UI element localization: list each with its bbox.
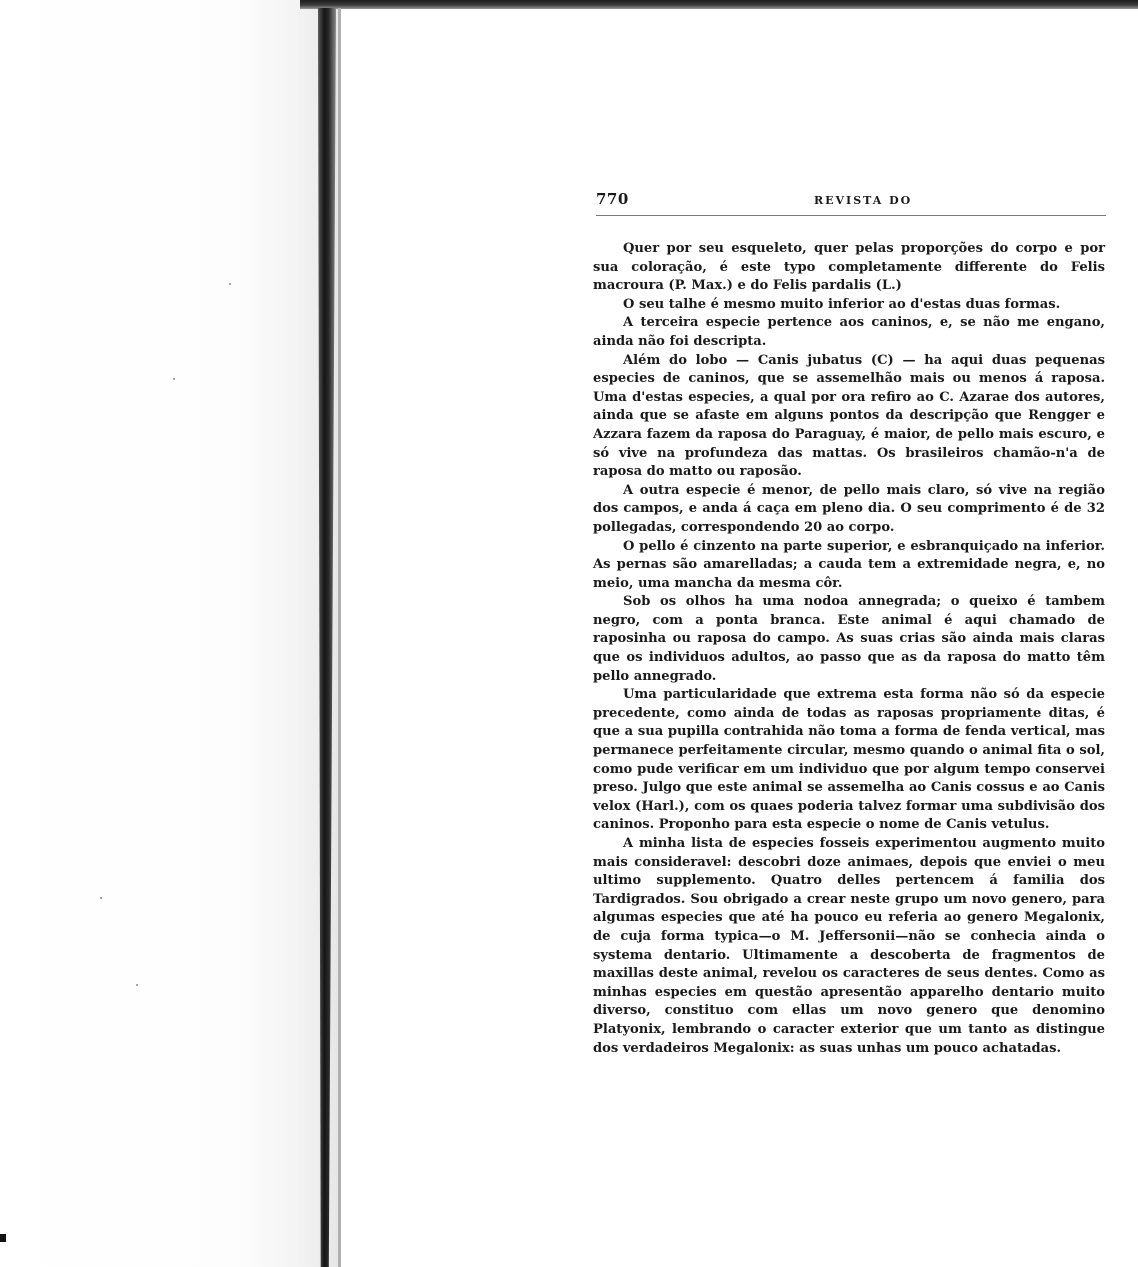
paragraph: Quer por seu esqueleto, quer pelas proporções do corpo e por sua coloração, é este typo completamente differente do Felis macroura (P. Max.) e do Felis pardalis (L.): [593, 241, 1105, 294]
paragraph: A terceira especie pertence aos caninos, e, se não me engano, ainda não foi descripta.: [593, 315, 1105, 349]
paragraph: O pello é cinzento na parte superior, e esbranquiçado na inferior. As pernas são amarelladas; a cauda tem a extremidade negra, e, no meio, uma mancha da mesma côr.: [593, 538, 1105, 591]
page-number: 770: [596, 190, 629, 208]
paragraph: Uma particularidade que extrema esta forma não só da especie precedente, como ainda de todas as raposas propriamente ditas, é que a sua pupilla contrahida não toma a forma de fenda vertical, mas permanece perfeitamente circular, mesmo quando o animal fita o sol, como pude verificar em um individuo que por algum tempo conservei preso. Julgo que este animal se assemelha ao Canis cossus e ao Canis velox (Harl.), com os quaes poderia talvez formar uma subdivisão dos caninos. Proponho para esta especie o nome de Canis vetulus.: [593, 687, 1105, 833]
spine-edge-line: [338, 8, 341, 1267]
paragraph: Além do lobo — Canis jubatus (C) — ha aqui duas pequenas especies de caninos, que se assemelhão mais ou menos á raposa. Uma d'estas especies, a qual por ora refiro ao C. Azarae dos autores, ainda que se afaste em alguns pontos da descripção que Rengger e Azzara fazem da raposa do Paraguay, é maior, de pello mais escuro, e só vive na profundeza das mattas. Os brasileiros chamão-n'a de raposa do matto ou raposão.: [593, 352, 1105, 480]
edge-mark: [0, 1234, 6, 1242]
paragraph: A outra especie é menor, de pello mais claro, só vive na região dos campos, e anda á caça em pleno dia. O seu comprimento é de 32 pollegadas, correspondendo 20 ao corpo.: [593, 482, 1105, 535]
left-page-margin: [0, 0, 340, 1267]
paragraph: A minha lista de especies fosseis experimentou augmento muito mais consideravel: descobri doze animaes, depois que enviei o meu ultimo supplemento. Quatro delles pertencem á familia dos Tardigrados. Sou obrigado a crear neste grupo um novo genero, para algumas especies que até ha pouco eu referia ao genero Megalonix, de cuja forma typica—o M. Jeffersonii—não se conhecia ainda o systema dentario. Ultimamente a descoberta de fragmentos de maxillas deste animal, revelou os caracteres de seus dentes. Como as minhas especies em questão apresentão apparelho dentario muito diverso, constituo com ellas um novo genero que denomino Platyonix, lembrando o caracter exterior que um tanto as distingue dos verdadeiros Megalonix: as suas unhas um pouco achatadas.: [593, 836, 1105, 1056]
paper-speck: [100, 897, 102, 899]
body-text: [593, 240, 1105, 1058]
header-rule: [596, 215, 1106, 216]
paragraph: O seu talhe é mesmo muito inferior ao d'estas duas formas.: [623, 296, 1061, 312]
page-header: [596, 190, 1106, 212]
paper-speck: [229, 283, 231, 285]
paragraph: Sob os olhos ha uma nodoa annegrada; o queixo é tambem negro, com a ponta branca. Este animal é aqui chamado de raposinha ou raposa do campo. As suas crias são ainda mais claras que os individuos adultos, ao passo que as da raposa do matto têm pello annegrado.: [593, 594, 1105, 684]
running-head: REVISTA DO: [814, 194, 913, 207]
paper-speck: [136, 984, 138, 986]
paper-speck: [173, 378, 175, 380]
page-top-edge: [300, 0, 1138, 9]
